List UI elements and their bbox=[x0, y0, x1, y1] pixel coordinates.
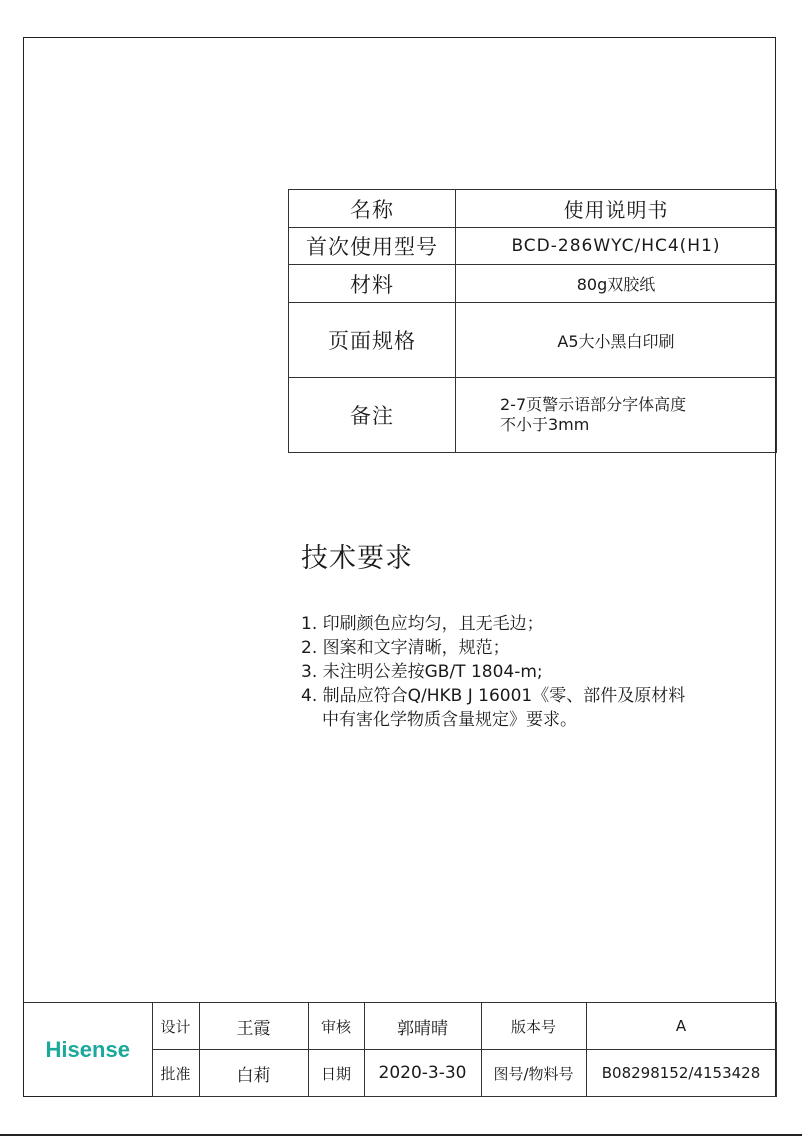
version-value: A bbox=[586, 1003, 776, 1050]
requirements-list bbox=[301, 612, 771, 732]
requirement-item bbox=[301, 684, 771, 732]
logo-cell bbox=[24, 1003, 152, 1097]
version-label: 版本号 bbox=[481, 1003, 586, 1050]
spec-value-material: 80g双胶纸 bbox=[456, 265, 777, 303]
approve-label: 批准 bbox=[152, 1050, 199, 1097]
drawing-no-label: 图号/物料号 bbox=[481, 1050, 586, 1097]
drawing-no-value: B08298152/4153428 bbox=[586, 1050, 776, 1097]
spec-row-model bbox=[289, 228, 777, 265]
title-block bbox=[24, 1002, 777, 1097]
spec-remark-line1: 2-7页警示语部分字体高度 bbox=[500, 395, 687, 414]
date-value: 2020-3-30 bbox=[364, 1050, 481, 1097]
spec-value-page-format: A5大小黑白印刷 bbox=[456, 303, 777, 378]
requirement-item-4-line2: 中有害化学物质含量规定》要求。 bbox=[322, 710, 577, 730]
requirement-item: 1. 印刷颜色应均匀，且无毛边； bbox=[301, 614, 544, 634]
approver-name: 白莉 bbox=[199, 1050, 308, 1097]
title-block-row-1 bbox=[24, 1003, 776, 1050]
spec-label-material: 材料 bbox=[289, 265, 456, 303]
requirements-title: 技术要求 bbox=[301, 543, 413, 574]
spec-table bbox=[288, 189, 777, 453]
spec-row-name bbox=[289, 190, 777, 228]
spec-value-model: BCD-286WYC/HC4(H1) bbox=[456, 228, 777, 265]
spec-remark-line2: 不小于3mm bbox=[500, 415, 590, 434]
spec-row-page-format bbox=[289, 303, 777, 378]
date-label: 日期 bbox=[308, 1050, 364, 1097]
hisense-logo: Hisense bbox=[45, 1036, 130, 1062]
spec-value-name: 使用说明书 bbox=[456, 190, 777, 228]
requirement-item-4-line1: 4. 制品应符合Q/HKB J 16001《零、部件及原材料 bbox=[301, 686, 686, 706]
spec-row-remark bbox=[289, 378, 777, 453]
spec-label-name: 名称 bbox=[289, 190, 456, 228]
spec-row-material bbox=[289, 265, 777, 303]
spec-label-page-format: 页面规格 bbox=[289, 303, 456, 378]
spec-label-model: 首次使用型号 bbox=[289, 228, 456, 265]
reviewer-name: 郭晴晴 bbox=[364, 1003, 481, 1050]
designer-name: 王霞 bbox=[199, 1003, 308, 1050]
review-label: 审核 bbox=[308, 1003, 364, 1050]
spec-label-remark: 备注 bbox=[289, 378, 456, 453]
requirement-item: 3. 未注明公差按GB/T 1804-m; bbox=[301, 662, 543, 682]
spec-value-remark bbox=[456, 378, 777, 453]
design-label: 设计 bbox=[152, 1003, 199, 1050]
requirement-item: 2. 图案和文字清晰，规范； bbox=[301, 638, 510, 658]
